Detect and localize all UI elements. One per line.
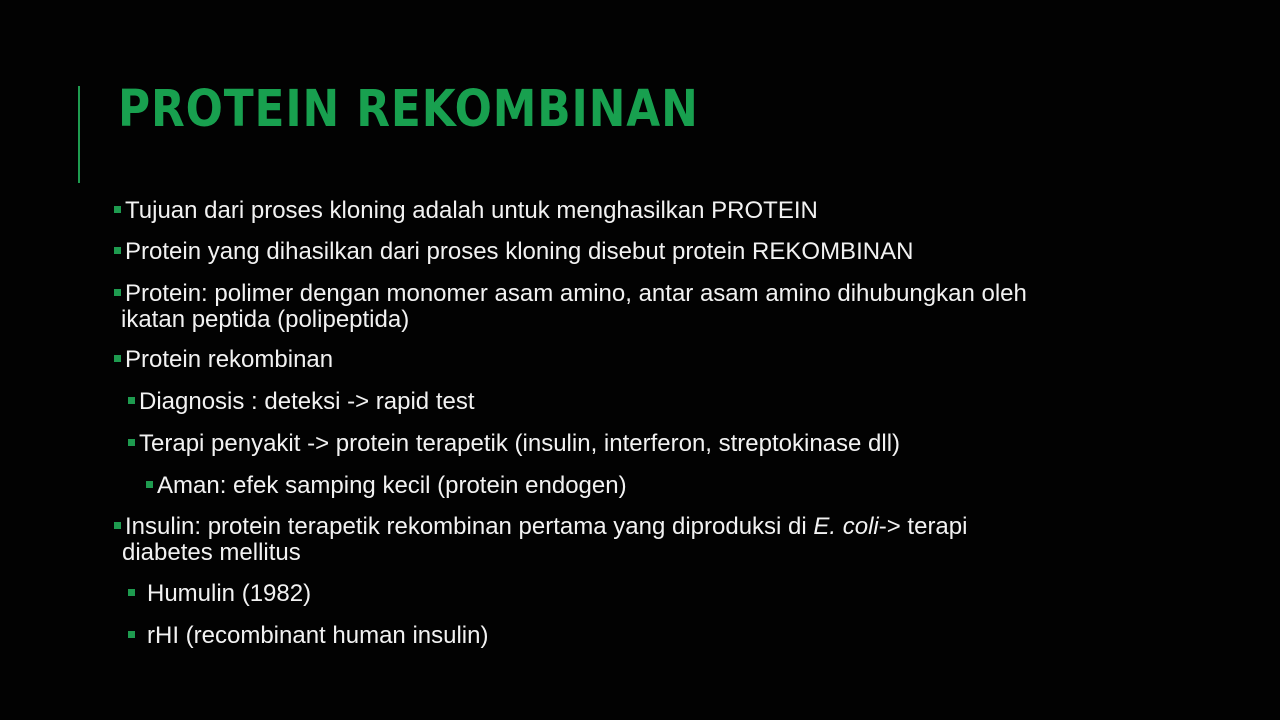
sub-bullet-item: [128, 581, 311, 607]
bullet-marker-icon: [114, 522, 121, 529]
bullet-item: [114, 198, 818, 224]
bullet-text-italic: E. coli: [813, 513, 879, 540]
sub-sub-bullet-item: [146, 473, 627, 499]
bullet-marker-icon: [114, 247, 121, 254]
sub-bullet-item: [128, 623, 488, 649]
bullet-text: Protein yang dihasilkan dari proses kloning disebut protein REKOMBINAN: [125, 238, 914, 265]
bullet-item: [114, 239, 913, 265]
bullet-marker-icon: [128, 439, 135, 446]
bullet-marker-icon: [128, 589, 135, 596]
sub-bullet-item: [128, 389, 475, 415]
bullet-text: Diagnosis : deteksi -> rapid test: [139, 388, 475, 415]
sub-bullet-item: [128, 431, 900, 457]
bullet-item: [114, 347, 333, 373]
bullet-marker-icon: [114, 355, 121, 362]
bullet-marker-icon: [114, 206, 121, 213]
bullet-text: Protein rekombinan: [125, 346, 334, 373]
bullet-text: rHI (recombinant human insulin): [147, 622, 489, 649]
bullet-text: Tujuan dari proses kloning adalah untuk menghasilkan PROTEIN: [125, 197, 818, 224]
bullet-marker-icon: [128, 397, 135, 404]
bullet-text-post: -> terapi: [878, 513, 968, 540]
bullet-text: Protein: polimer dengan monomer asam amino, antar asam amino dihubungkan oleh: [125, 280, 1027, 307]
bullet-item: [114, 514, 967, 566]
bullet-marker-icon: [128, 631, 135, 638]
bullet-text: Terapi penyakit -> protein terapetik (insulin, interferon, streptokinase dll): [139, 430, 901, 457]
bullet-item: [114, 281, 1027, 333]
bullet-text: Humulin (1982): [147, 580, 312, 607]
bullet-marker-icon: [146, 481, 153, 488]
bullet-text: Aman: efek samping kecil (protein endogen): [157, 472, 627, 499]
bullet-text-pre: Insulin: protein terapetik rekombinan pertama yang diproduksi di: [125, 513, 814, 540]
bullet-text-continuation: diabetes mellitus: [122, 539, 301, 566]
bullet-text-continuation: ikatan peptida (polipeptida): [121, 306, 410, 333]
slide-title: PROTEIN REKOMBINAN: [118, 80, 699, 139]
bullet-marker-icon: [114, 289, 121, 296]
